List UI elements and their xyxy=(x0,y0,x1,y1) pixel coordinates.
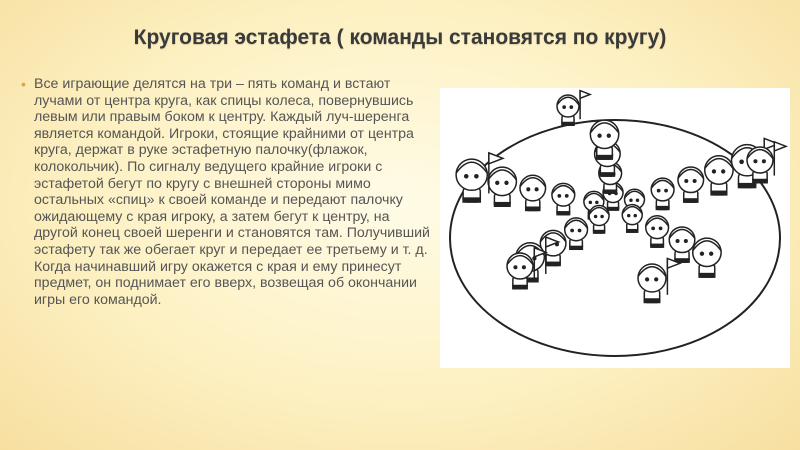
child-figure-icon xyxy=(705,156,733,195)
child-figure-icon xyxy=(557,91,590,126)
child-figure-icon xyxy=(669,227,695,262)
child-figure-icon xyxy=(693,238,721,277)
child-figure-icon xyxy=(589,206,609,234)
children-relay-circle-drawing-icon xyxy=(440,88,790,368)
child-figure-icon xyxy=(507,248,546,289)
bullet-icon: • xyxy=(21,76,26,92)
child-figure-icon xyxy=(520,175,546,210)
child-figure-icon xyxy=(678,167,704,202)
slide-title: Круговая эстафета ( команды становятся по кругу) xyxy=(133,26,667,49)
child-figure-icon xyxy=(488,167,516,206)
slide-body xyxy=(21,76,434,308)
child-figure-icon xyxy=(565,218,588,249)
body-paragraph: Все играющие делятся на три – пять команд и встают лучами от центра круга, как спицы колеса, повернувшись левым или правым боком к центру. Каждый луч-шеренга является командой. Игроки, стоящие крайними от центра круга, держат в руке эстафетную палочку(флажок, колокольчик). По сигналу ведущего крайние игроки с эстафетой бегут по кругу с внешней стороны мимо остальных «спиц» к своей команде и передают палочку ожидающему с края игроку, а затем бегут к центру, на другой конец своей шеренги и становятся там. Получивший эстафету так же обегает круг и передает ее третьему и т. д. Когда начинавший игру окажется с края и ему принесут предмет, он поднимает его вверх, возвещая об окончании игры его командой. xyxy=(34,76,430,308)
child-figure-icon xyxy=(651,178,674,209)
child-figure-icon xyxy=(552,183,575,214)
child-figure-icon xyxy=(646,216,669,247)
child-figure-icon xyxy=(622,205,642,232)
child-figure-icon xyxy=(638,258,680,302)
relay-illustration xyxy=(440,88,790,368)
